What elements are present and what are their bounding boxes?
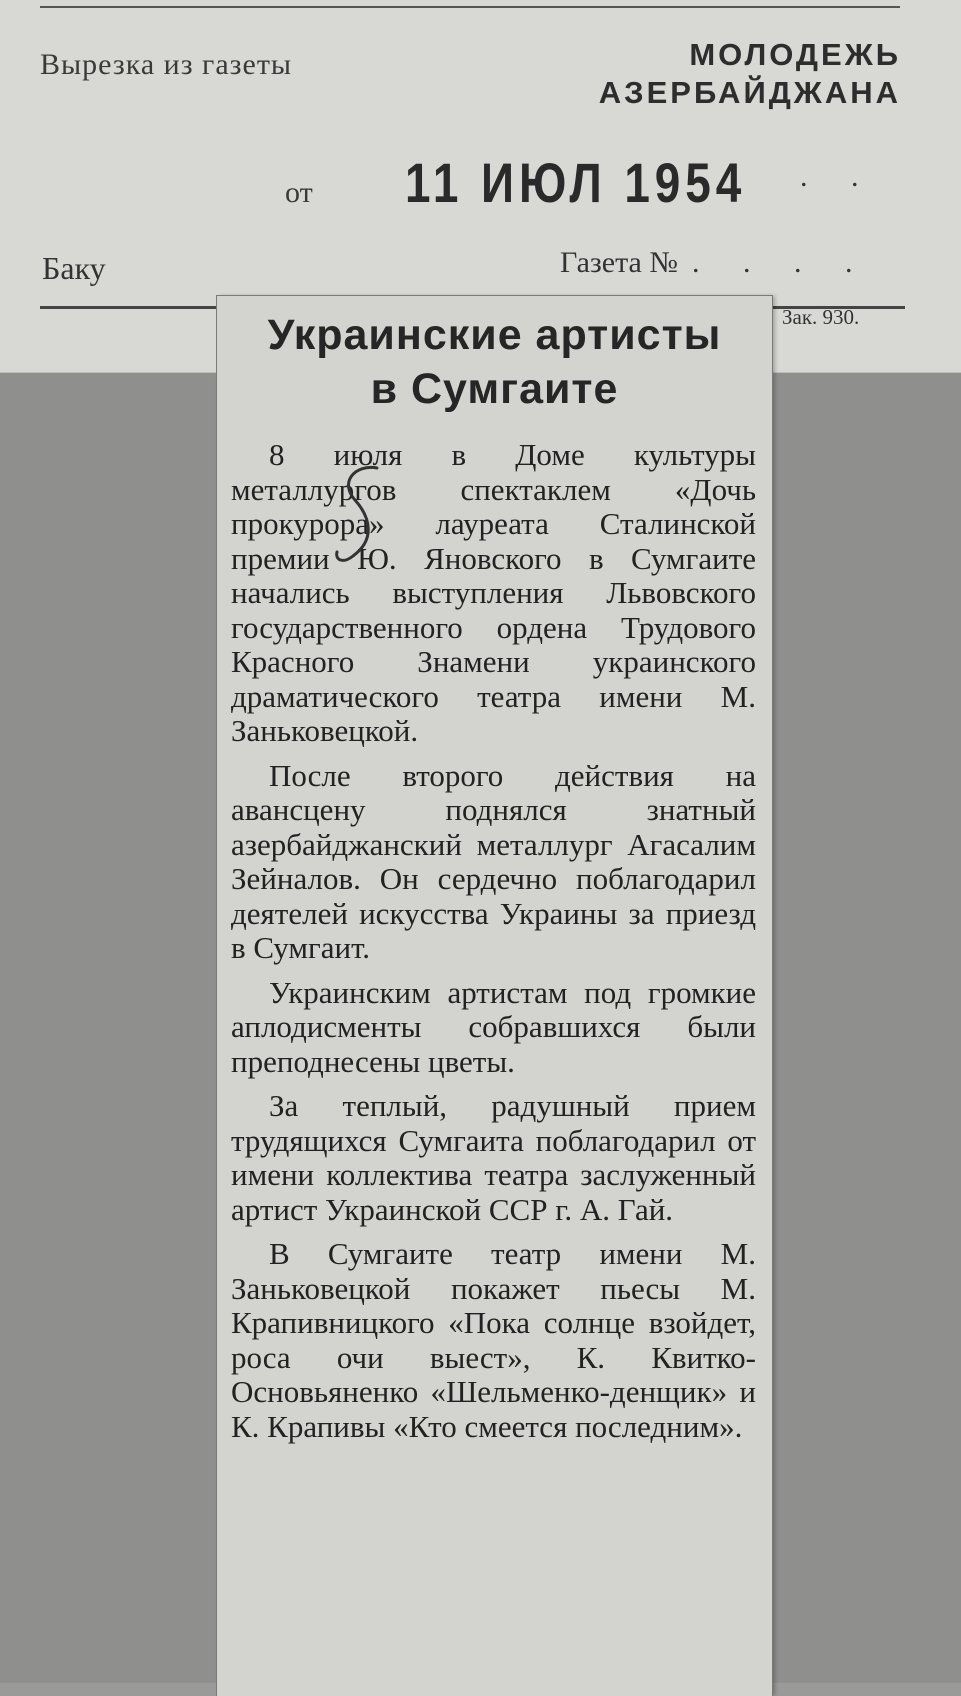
- article-paragraph: В Сумгаите театр имени М. Заньковецкой покажет пьесы М. Крапивницкого «Пока солнце взойдет, роса очи выест», К. Квитко-Основьяненко «Шельменко-денщик» и К. Крапивы «Кто смеется последним».: [231, 1236, 756, 1444]
- headline-line2: в Сумгаите: [370, 365, 619, 413]
- cut-label: Вырезка из газеты: [40, 48, 293, 81]
- newspaper-name-line1: МОЛОДЕЖЬ: [689, 37, 901, 72]
- article-body: [231, 438, 756, 1444]
- newspaper-name: [541, 36, 901, 112]
- newspaper-clipping: [217, 296, 772, 1696]
- issue-dots: . . . .: [692, 246, 871, 279]
- issue-field: [560, 246, 871, 280]
- article-paragraph: После второго действия на авансцену поднялся знатный азербайджанский металлург Агасалим Зейналов. Он сердечно поблагодарил деятелей искусства Украины за приезд в Сумгаит.: [231, 757, 756, 965]
- newspaper-name-line2: АЗЕРБАЙДЖАНА: [598, 75, 901, 110]
- order-number: Зак. 930.: [782, 305, 860, 329]
- headline-line1: Украинские артисты: [267, 311, 722, 359]
- handwritten-mark: [325, 460, 395, 580]
- date-dots: . .: [800, 160, 877, 193]
- issue-label: Газета №: [560, 246, 678, 279]
- date-stamp: 11 ИЮЛ 1954: [405, 151, 747, 214]
- city-label: Баку: [42, 250, 106, 286]
- article-paragraph: 8 июля в Доме культуры металлургов спектаклем «Дочь прокурора» лауреата Сталинской премии Ю. Яновского в Сумгаите начались выступления Львовского государственного ордена Трудового Красного Знамени украинского драматического театра имени М. Заньковецкой.: [231, 437, 756, 748]
- article-paragraph: Украинским артистам под громкие аплодисменты собравшихся были преподнесены цветы.: [231, 974, 756, 1079]
- article-headline: [217, 308, 772, 416]
- top-rule: [40, 6, 900, 8]
- date-prefix: от: [285, 176, 313, 209]
- article-paragraph: За теплый, радушный прием трудящихся Сумгаита поблагодарил от имени коллектива театра заслуженный артист Украинской ССР г. А. Гай.: [231, 1088, 756, 1227]
